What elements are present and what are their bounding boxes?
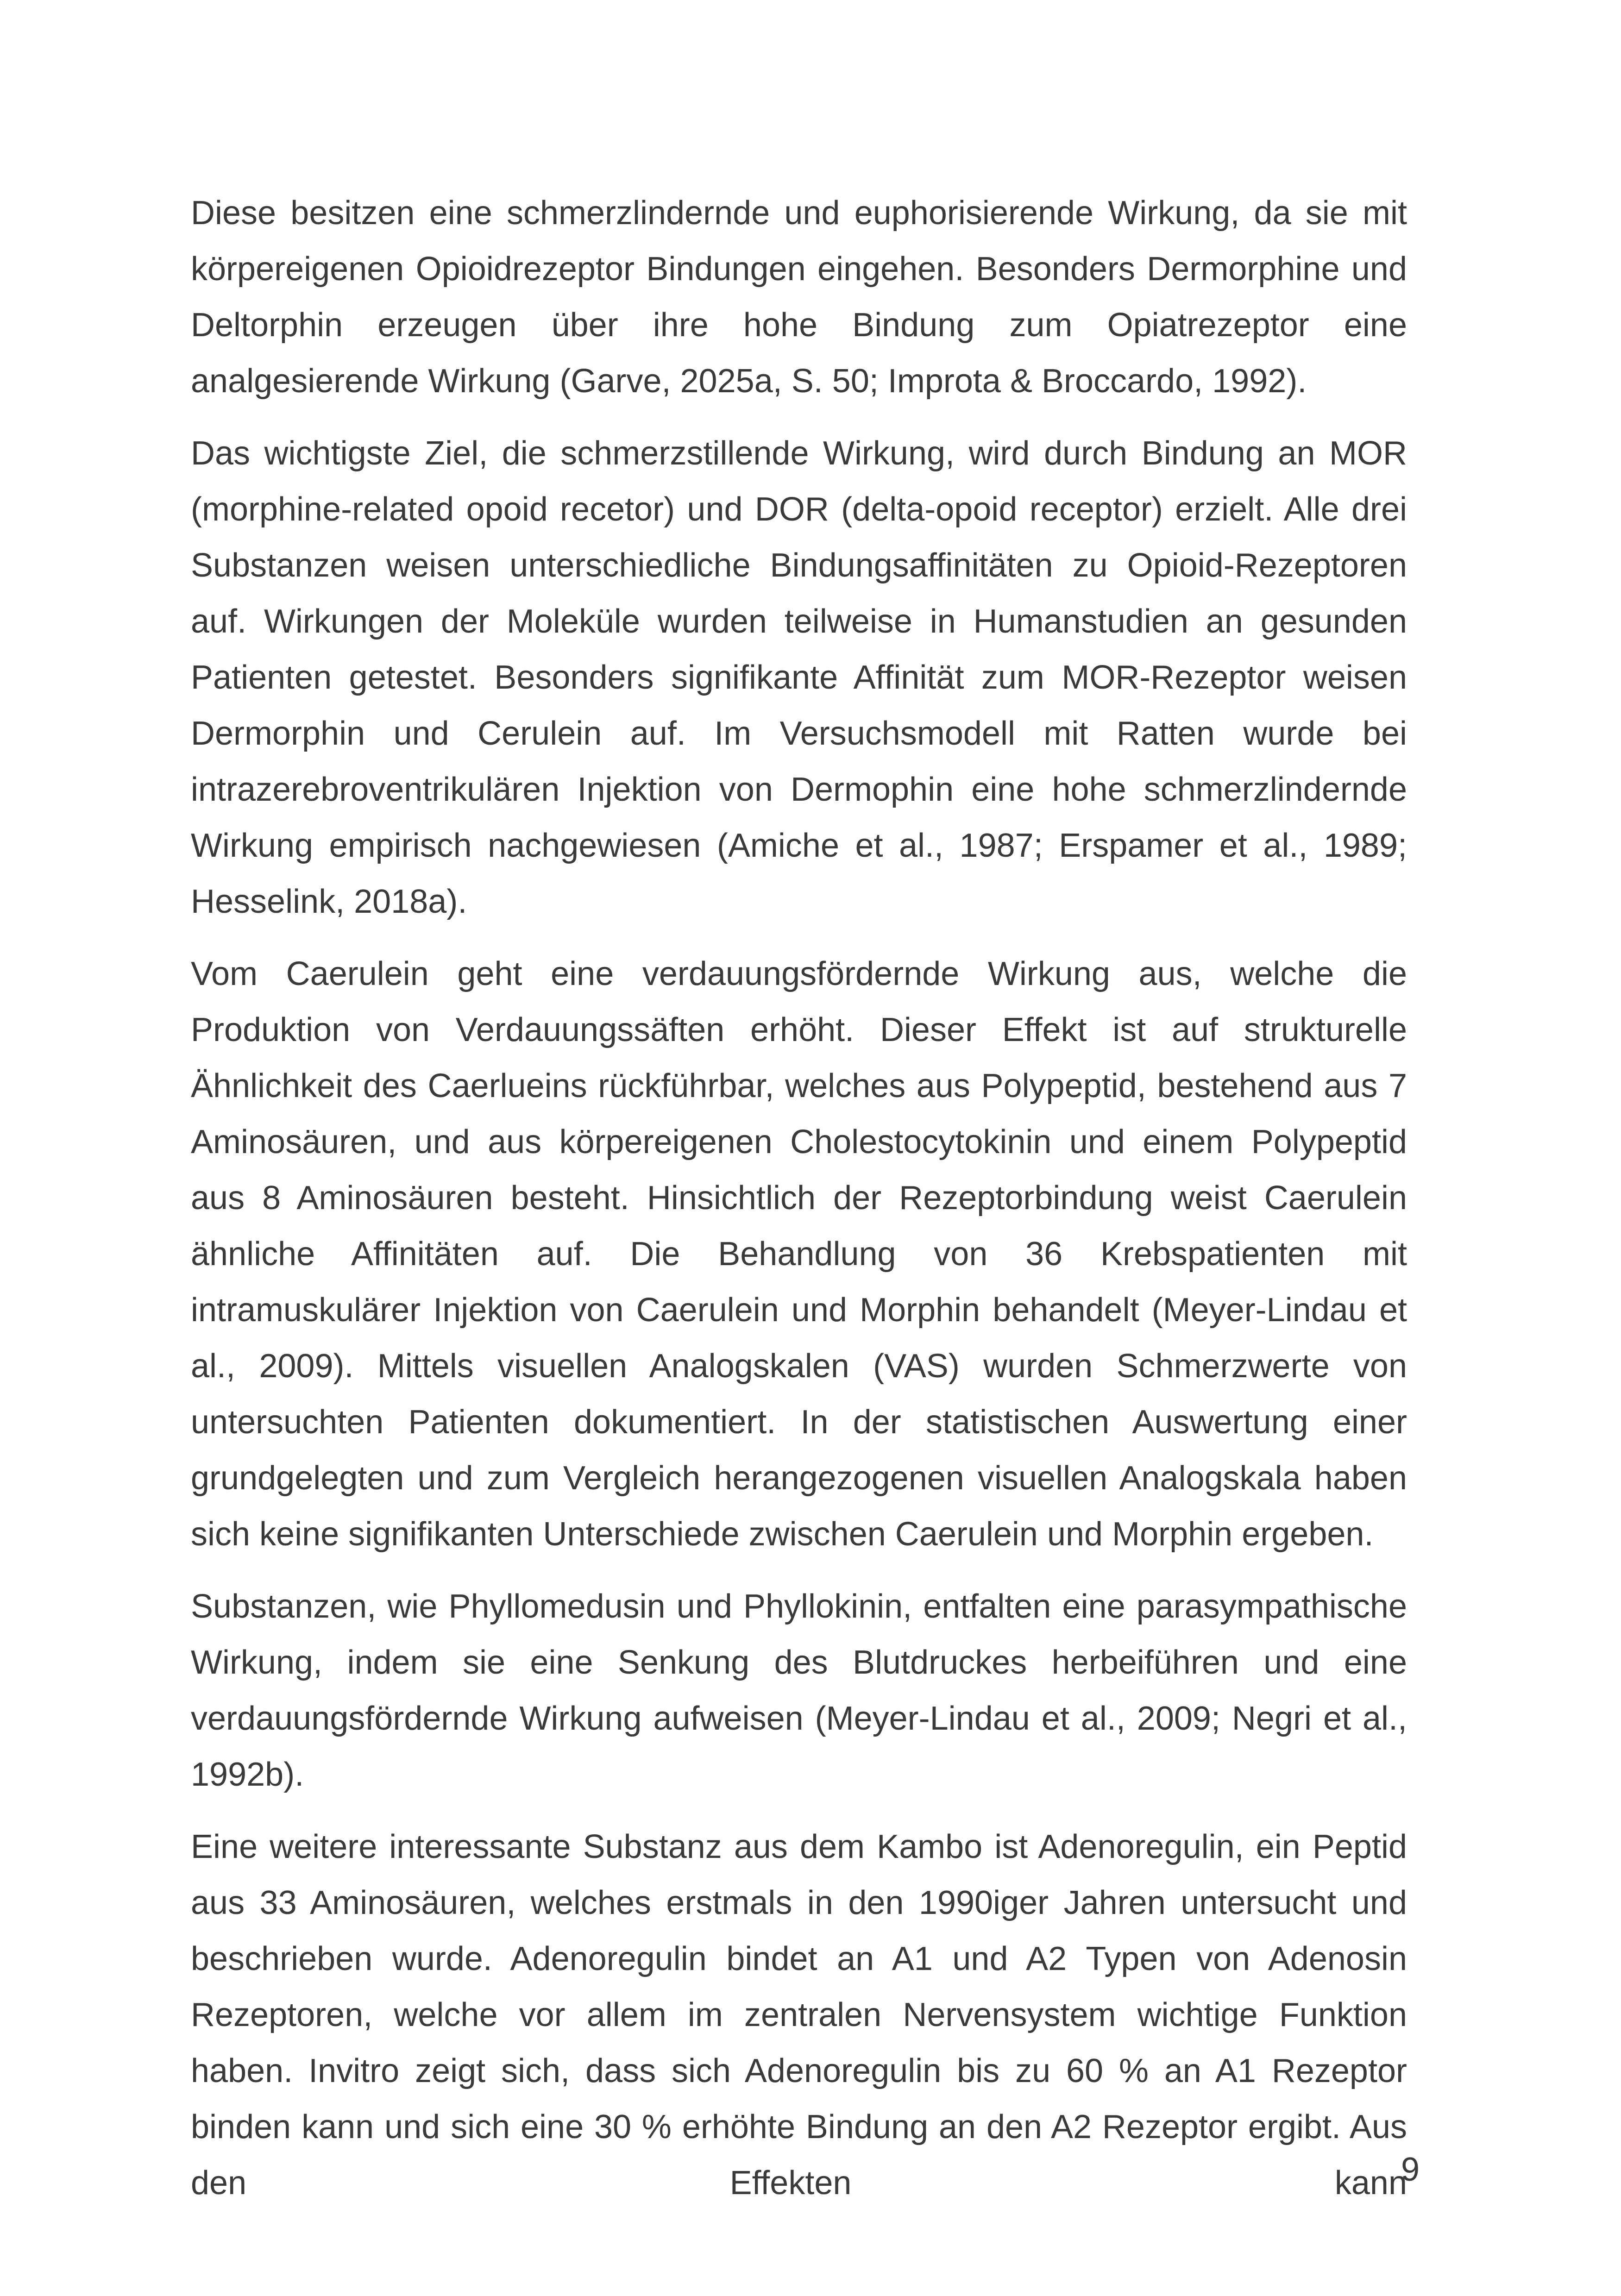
paragraph-5: Eine weitere interessante Substanz aus dem Kambo ist Adenoregulin, ein Peptid aus 33 Aminosäuren, welches erstmals in den 1990iger Jahren untersucht und beschrieben wurde. Adenoregulin bindet an A1 und A2 Typen von Adenosin Rezeptoren, welche vor allem im zentralen Nervensystem wichtige Funktion haben. Invitro zeigt sich, dass sich Adenoregulin bis zu 60 % an A1 Rezeptor binden kann und sich eine 30 % erhöhte Bindung an den A2 Rezeptor ergibt. Aus den Effekten kann [191,1828,1407,2202]
paragraph-3: Vom Caerulein geht eine verdauungsfördernde Wirkung aus, welche die Produktion von Verdauungssäften erhöht. Dieser Effekt ist auf strukturelle Ähnlichkeit des Caerlueins rückführbar, welches aus Polypeptid, bestehend aus 7 Aminosäuren, und aus körpereigenen Cholestocytokinin und einem Polypeptid aus 8 Aminosäuren besteht. Hinsichtlich der Rezeptorbindung weist Caerulein ähnliche Affinitäten auf. Die Behandlung von 36 Krebspatienten mit intramuskulärer Injektion von Caerulein und Morphin behandelt (Meyer-Lindau et al., 2009). Mittels visuellen Analogskalen (VAS) wurden Schmerzwerte von untersuchten Patienten dokumentiert. In der statistischen Auswertung einer grundgelegten und zum Vergleich herangezogenen visuellen Analogskala haben sich keine signifikanten Unterschiede zwischen Caerulein und Morphin ergeben. [191,955,1407,1553]
paragraph-2: Das wichtigste Ziel, die schmerzstillende Wirkung, wird durch Bindung an MOR (morphine-related opoid recetor) und DOR (delta-opoid receptor) erzielt. Alle drei Substanzen weisen unterschiedliche Bindungsaffinitäten zu Opioid-Rezeptoren auf. Wirkungen der Moleküle wurden teilweise in Humanstudien an gesunden Patienten getestet. Besonders signifikante Affinität zum MOR-Rezeptor weisen Dermorphin und Cerulein auf. Im Versuchsmodell mit Ratten wurde bei intrazerebroventrikulären Injektion von Dermophin eine hohe schmerzlindernde Wirkung empirisch nachgewiesen (Amiche et al., 1987; Erspamer et al., 1989; Hesselink, 2018a). [191,435,1407,920]
paragraph-4: Substanzen, wie Phyllomedusin und Phyllokinin, entfalten eine parasympathische Wirkung, indem sie eine Senkung des Blutdruckes herbeiführen und eine verdauungsfördernde Wirkung aufweisen (Meyer-Lindau et al., 2009; Negri et al., 1992b). [191,1588,1407,1793]
page-number: 9 [1401,2151,1420,2188]
body-text [191,185,1407,2227]
paragraph-1: Diese besitzen eine schmerzlindernde und euphorisierende Wirkung, da sie mit körpereigenen Opioidrezeptor Bindungen eingehen. Besonders Dermorphine und Deltorphin erzeugen über ihre hohe Bindung zum Opiatrezeptor eine analgesierende Wirkung (Garve, 2025a, S. 50; Improta & Broccardo, 1992). [191,194,1407,400]
